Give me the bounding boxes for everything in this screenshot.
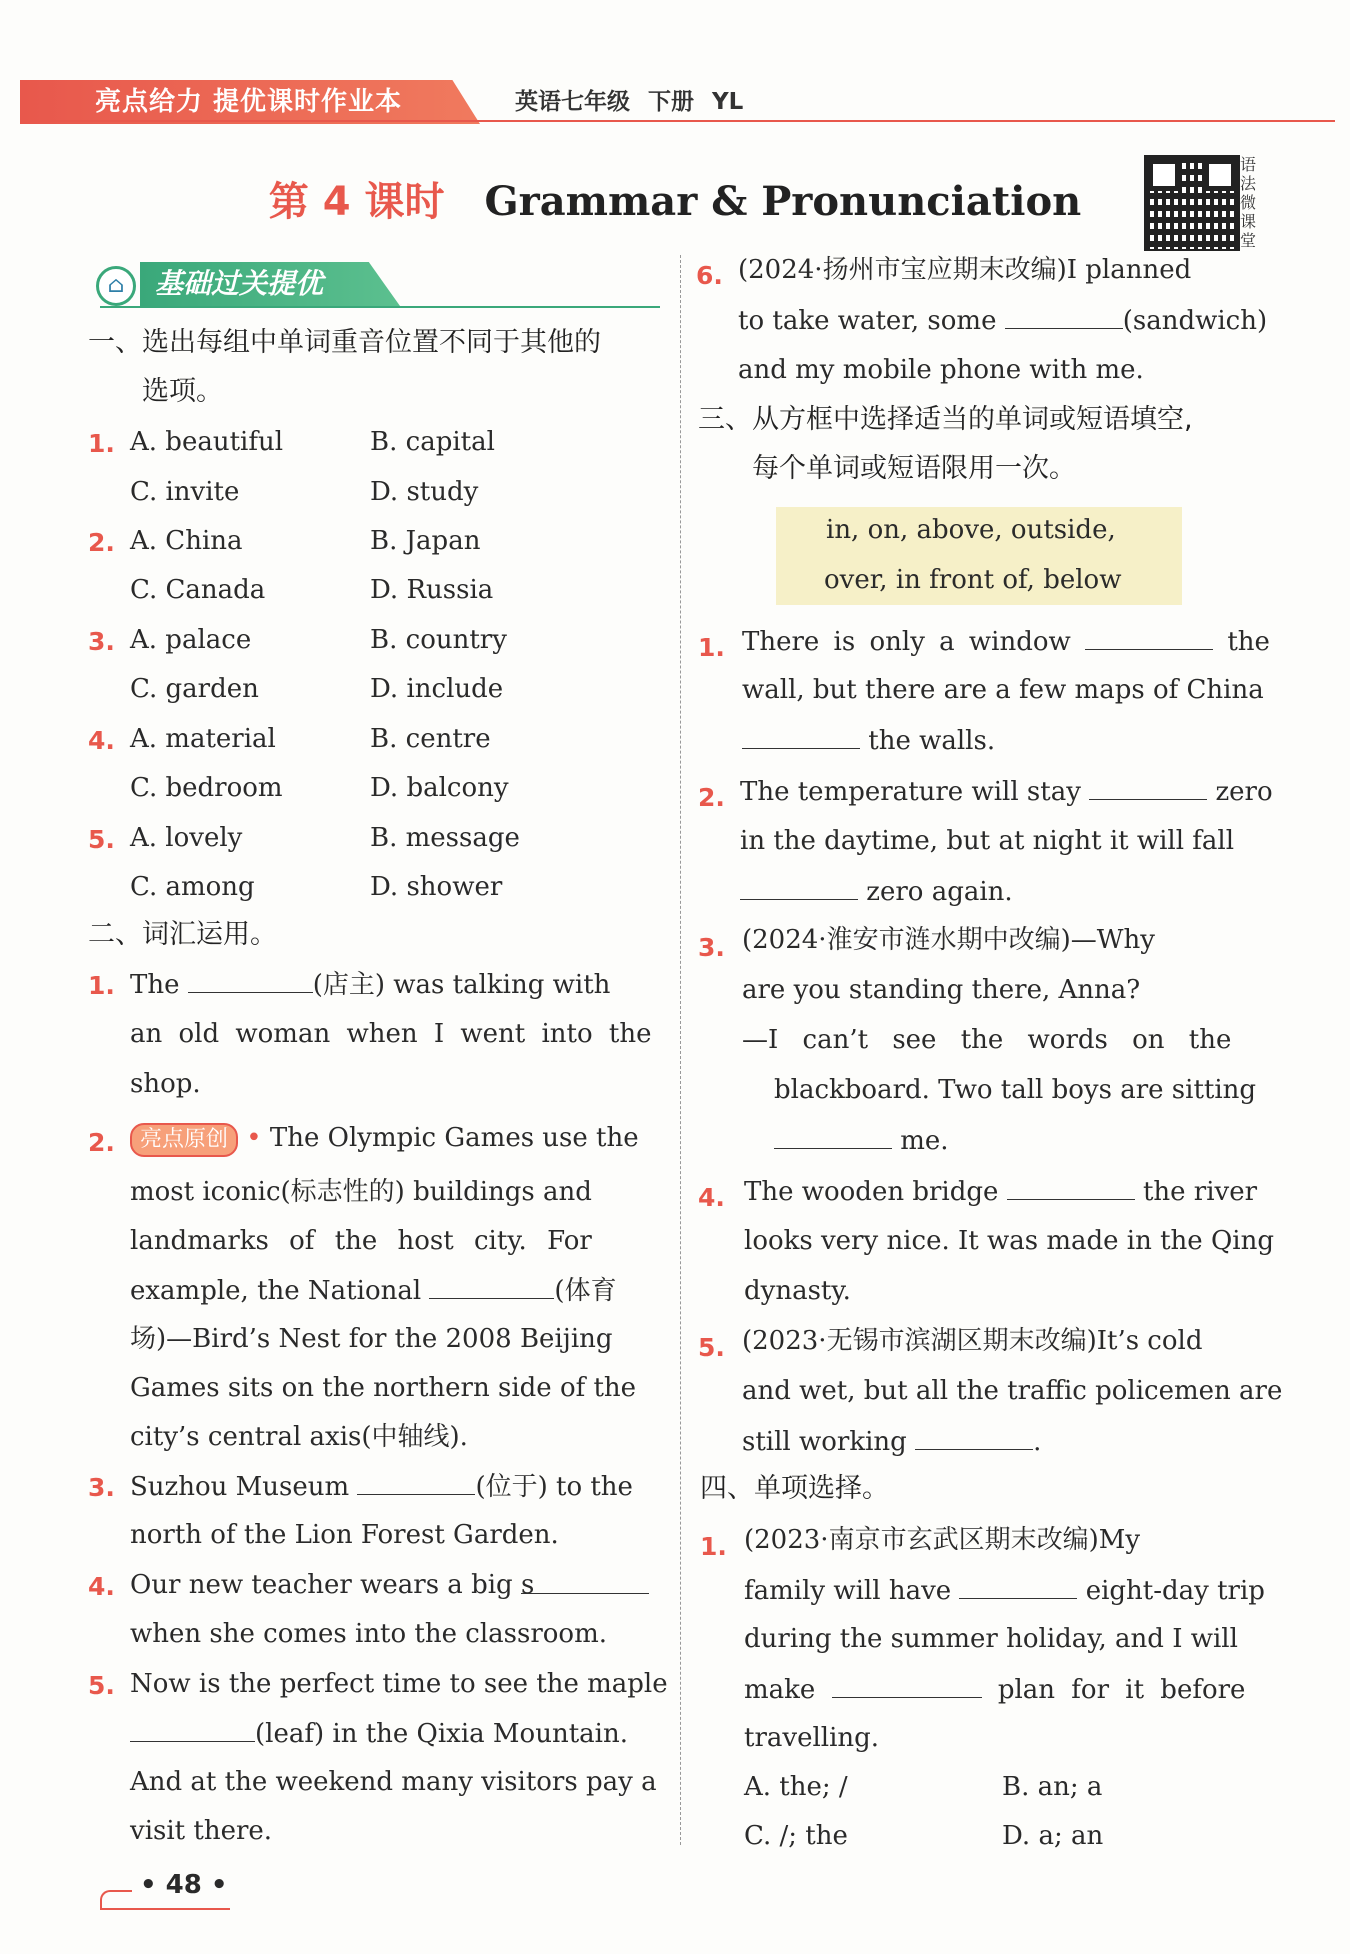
question-text: travelling. xyxy=(744,1723,880,1753)
question-number: 1. xyxy=(88,429,115,458)
question-text: The (店主) was talking with xyxy=(130,966,610,1003)
qr-label-char: 堂 xyxy=(1240,231,1257,250)
question-text: zero again. xyxy=(740,873,1013,910)
question-text: north of the Lion Forest Garden. xyxy=(130,1520,559,1550)
question-text: and wet, but all the traffic policemen are xyxy=(742,1376,1283,1406)
question-text: (leaf) in the Qixia Mountain. xyxy=(130,1715,628,1752)
answer-blank[interactable]: s xyxy=(521,1567,649,1594)
house-icon: ⌂ xyxy=(96,266,136,306)
question-text: dynasty. xyxy=(744,1276,851,1306)
question-text: The temperature will stay zero xyxy=(740,773,1273,810)
question-text: Games sits on the northern side of the xyxy=(130,1373,637,1403)
question-number: 4. xyxy=(698,1183,725,1212)
original-badge: 亮点原创 xyxy=(130,1123,238,1157)
option-c[interactable]: C. invite xyxy=(130,477,240,507)
question-text: There is only a window the xyxy=(742,623,1270,660)
qr-label-char: 语 xyxy=(1240,155,1257,174)
page-number-underline xyxy=(100,1908,230,1910)
question-text: 场)—Bird’s Nest for the 2008 Beijing xyxy=(130,1324,613,1354)
question-number: 1. xyxy=(698,633,725,662)
option-b[interactable]: B. capital xyxy=(370,427,495,457)
question-number: 2. xyxy=(88,1128,115,1157)
option-c[interactable]: C. /; the xyxy=(744,1821,848,1851)
lesson-number: 第 4 课时 xyxy=(268,179,445,225)
option-a[interactable]: A. palace xyxy=(130,625,252,655)
question-text: most iconic(标志性的) buildings and xyxy=(130,1177,592,1207)
option-b[interactable]: B. message xyxy=(370,823,520,853)
section-4-heading: 四、单项选择。 xyxy=(700,1473,889,1504)
answer-blank[interactable] xyxy=(959,1572,1077,1599)
question-text: family will have eight-day trip xyxy=(744,1572,1265,1609)
option-a[interactable]: A. lovely xyxy=(130,823,243,853)
section-3-heading-cont: 每个单词或短语限用一次。 xyxy=(752,453,1076,484)
question-number: 2. xyxy=(698,783,725,812)
answer-blank[interactable] xyxy=(1007,1173,1135,1200)
question-text: (2024·扬州市宝应期末改编)I planned xyxy=(738,255,1192,285)
qr-label-char: 法 xyxy=(1240,174,1257,193)
option-c[interactable]: C. among xyxy=(130,872,255,902)
option-c[interactable]: C. bedroom xyxy=(130,773,283,803)
option-d[interactable]: D. shower xyxy=(370,872,503,902)
question-text: and my mobile phone with me. xyxy=(738,355,1144,385)
question-text: during the summer holiday, and I will xyxy=(744,1624,1238,1654)
qr-code-icon[interactable] xyxy=(1144,155,1240,251)
question-text: (2023·无锡市滨湖区期末改编)It’s cold xyxy=(742,1326,1203,1356)
question-text: —I can’t see the words on the xyxy=(742,1025,1232,1055)
question-number: 2. xyxy=(88,528,115,557)
qr-label xyxy=(1240,155,1264,250)
question-text: make plan for it before xyxy=(744,1671,1245,1708)
page-number-decoration xyxy=(100,1890,132,1910)
answer-blank[interactable] xyxy=(740,873,858,900)
section-2-heading: 二、词汇运用。 xyxy=(88,919,277,950)
question-number: 6. xyxy=(696,261,723,290)
question-text: are you standing there, Anna? xyxy=(742,975,1141,1005)
question-text: me. xyxy=(774,1122,949,1159)
question-text: shop. xyxy=(130,1069,201,1099)
question-text: when she comes into the classroom. xyxy=(130,1619,607,1649)
question-number: 4. xyxy=(88,1572,115,1601)
answer-blank[interactable] xyxy=(1089,773,1207,800)
question-number: 5. xyxy=(698,1333,725,1362)
question-text: The wooden bridge the river xyxy=(744,1173,1257,1210)
option-a[interactable]: A. China xyxy=(130,526,243,556)
option-d[interactable]: D. balcony xyxy=(370,773,509,803)
question-text: Now is the perfect time to see the maple xyxy=(130,1669,668,1699)
option-d[interactable]: D. study xyxy=(370,477,479,507)
question-number: 5. xyxy=(88,1671,115,1700)
page-number: • 48 • xyxy=(140,1870,228,1900)
word-box-line: in, on, above, outside, xyxy=(826,515,1116,545)
option-a[interactable]: A. the; / xyxy=(744,1772,848,1802)
answer-blank[interactable] xyxy=(357,1468,475,1495)
question-text: to take water, some (sandwich) xyxy=(738,302,1267,339)
question-number: 1. xyxy=(700,1532,727,1561)
header-banner-text: 亮点给力 提优课时作业本 xyxy=(95,87,403,117)
word-box-line: over, in front of, below xyxy=(824,565,1122,595)
question-number: 3. xyxy=(88,627,115,656)
option-b[interactable]: B. an; a xyxy=(1002,1772,1103,1802)
option-b[interactable]: B. Japan xyxy=(370,526,481,556)
question-text: (2024·淮安市涟水期中改编)—Why xyxy=(742,925,1155,955)
answer-blank[interactable] xyxy=(774,1122,892,1149)
question-text: Our new teacher wears a big s xyxy=(130,1567,649,1603)
question-number: 4. xyxy=(88,726,115,755)
answer-blank[interactable] xyxy=(832,1671,982,1698)
option-a[interactable]: A. material xyxy=(130,724,276,754)
header-divider xyxy=(20,120,1335,122)
question-text: city’s central axis(中轴线). xyxy=(130,1422,468,1452)
question-text: the walls. xyxy=(742,722,995,759)
question-text: in the daytime, but at night it will fall xyxy=(740,826,1235,856)
header-subtitle: 英语七年级 下册 YL xyxy=(515,89,744,115)
option-d[interactable]: D. a; an xyxy=(1002,1821,1104,1851)
section-ribbon-text: 基础过关提优 xyxy=(155,267,324,300)
answer-blank[interactable] xyxy=(130,1715,255,1742)
option-b[interactable]: B. centre xyxy=(370,724,491,754)
column-divider xyxy=(680,255,681,1845)
option-c[interactable]: C. garden xyxy=(130,674,259,704)
question-text: example, the National (体育 xyxy=(130,1272,617,1309)
section-1-heading: 一、选出每组中单词重音位置不同于其他的 xyxy=(88,327,601,358)
question-number: 3. xyxy=(88,1473,115,1502)
section-1-heading-cont: 选项。 xyxy=(142,376,223,407)
option-d[interactable]: D. include xyxy=(370,674,504,704)
question-text: an old woman when I went into the xyxy=(130,1019,652,1049)
qr-label-char: 课 xyxy=(1240,212,1257,231)
qr-label-char: 微 xyxy=(1240,193,1257,212)
question-text: still working . xyxy=(742,1423,1041,1460)
option-b[interactable]: B. country xyxy=(370,625,507,655)
question-text: looks very nice. It was made in the Qing xyxy=(744,1226,1274,1256)
ribbon-underline xyxy=(100,306,660,308)
question-number: 1. xyxy=(88,971,115,1000)
answer-blank[interactable] xyxy=(1085,623,1213,650)
lesson-name: Grammar & Pronunciation xyxy=(484,178,1082,225)
answer-blank[interactable] xyxy=(742,722,860,749)
question-text: (2023·南京市玄武区期末改编)My xyxy=(744,1525,1141,1555)
answer-blank[interactable] xyxy=(188,966,313,993)
option-c[interactable]: C. Canada xyxy=(130,575,266,605)
answer-blank[interactable] xyxy=(1005,302,1123,329)
question-number: 3. xyxy=(698,933,725,962)
question-text: blackboard. Two tall boys are sitting xyxy=(774,1075,1257,1105)
section-3-heading: 三、从方框中选择适当的单词或短语填空, xyxy=(698,404,1193,435)
option-d[interactable]: D. Russia xyxy=(370,575,494,605)
question-text: And at the weekend many visitors pay a xyxy=(130,1767,657,1797)
question-text: landmarks of the host city. For xyxy=(130,1226,592,1256)
question-text: visit there. xyxy=(130,1816,273,1846)
answer-blank[interactable] xyxy=(429,1272,554,1299)
question-number: 5. xyxy=(88,825,115,854)
question-text: Suzhou Museum (位于) to the xyxy=(130,1468,633,1505)
question-text: 亮点原创 • The Olympic Games use the xyxy=(130,1120,639,1157)
option-a[interactable]: A. beautiful xyxy=(130,427,284,457)
answer-blank[interactable] xyxy=(915,1423,1033,1450)
question-text: wall, but there are a few maps of China xyxy=(742,675,1264,705)
